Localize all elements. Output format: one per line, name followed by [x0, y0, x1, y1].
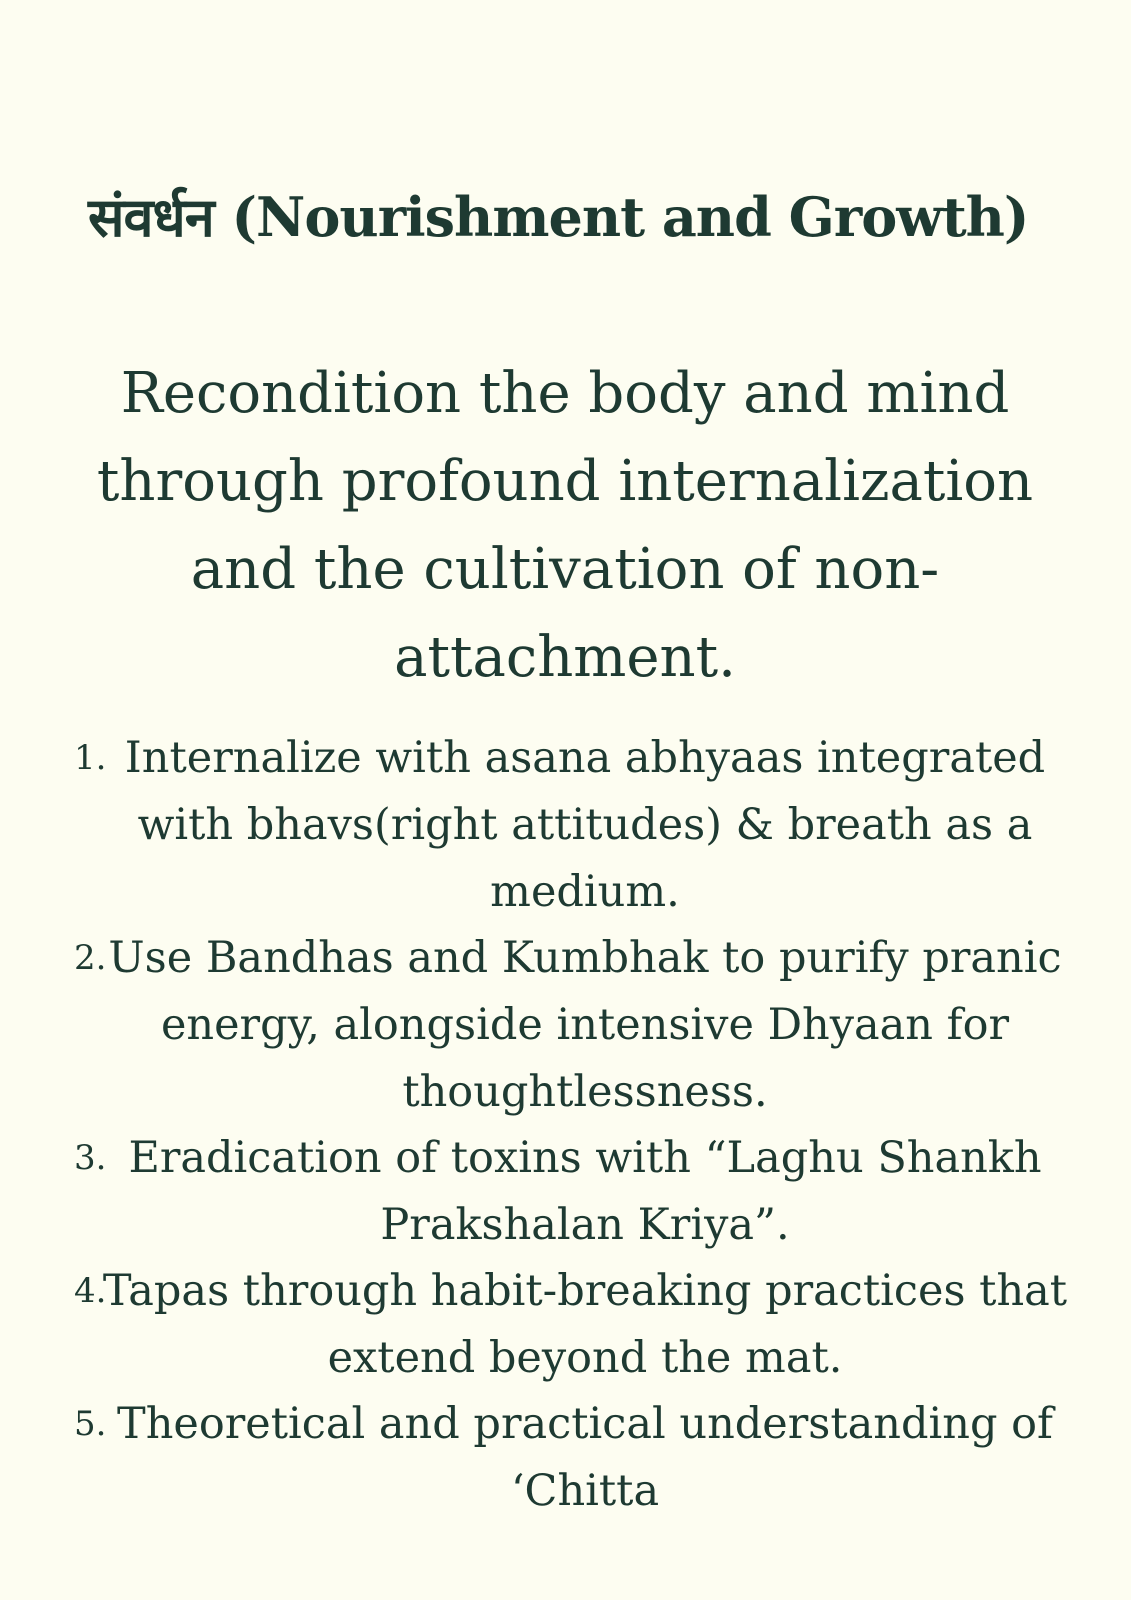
page-title: संवर्धन (Nourishment and Growth)	[88, 185, 1029, 249]
list-item-line: Eradication of toxins with “Laghu Shankh	[128, 1133, 1042, 1183]
list-item-number: 4.	[74, 1271, 107, 1311]
list-item-line: extend beyond the mat.	[327, 1333, 843, 1383]
list-item-line: Use Bandhas and Kumbhak to purify pranic	[108, 933, 1062, 983]
list-item	[60, 1391, 1110, 1525]
intro-line: and the cultivation of non-	[190, 537, 940, 602]
list-item-number: 1.	[74, 738, 107, 778]
intro-line: through profound internalization	[96, 449, 1034, 514]
list-item-line: thoughtlessness.	[402, 1067, 768, 1117]
list-item-number: 3.	[74, 1138, 107, 1178]
list-item	[60, 1125, 1110, 1259]
list-item-line: medium.	[490, 867, 680, 917]
list-item-number: 5.	[74, 1404, 107, 1444]
list-item-line: energy, alongside intensive Dhyaan for	[160, 1000, 1010, 1050]
list-item	[60, 925, 1110, 1126]
intro-line: Recondition the body and mind	[120, 361, 1010, 426]
list-item-line: Prakshalan Kriya”.	[380, 1200, 790, 1250]
list-item-line: Internalize with asana abhyaas integrated	[124, 733, 1046, 783]
list-item-line: Tapas through habit-breaking practices that	[102, 1266, 1068, 1316]
list-item	[60, 1258, 1110, 1392]
list-item-line: with bhavs(right attitudes) & breath as a	[137, 800, 1033, 850]
list-item-line: Theoretical and practical understanding of	[117, 1399, 1053, 1449]
intro-paragraph	[40, 350, 1090, 702]
list-item-number: 2.	[74, 938, 107, 978]
list-item	[60, 725, 1110, 926]
intro-line: attachment.	[394, 625, 736, 690]
list-item-line: ‘Chitta	[510, 1466, 660, 1516]
